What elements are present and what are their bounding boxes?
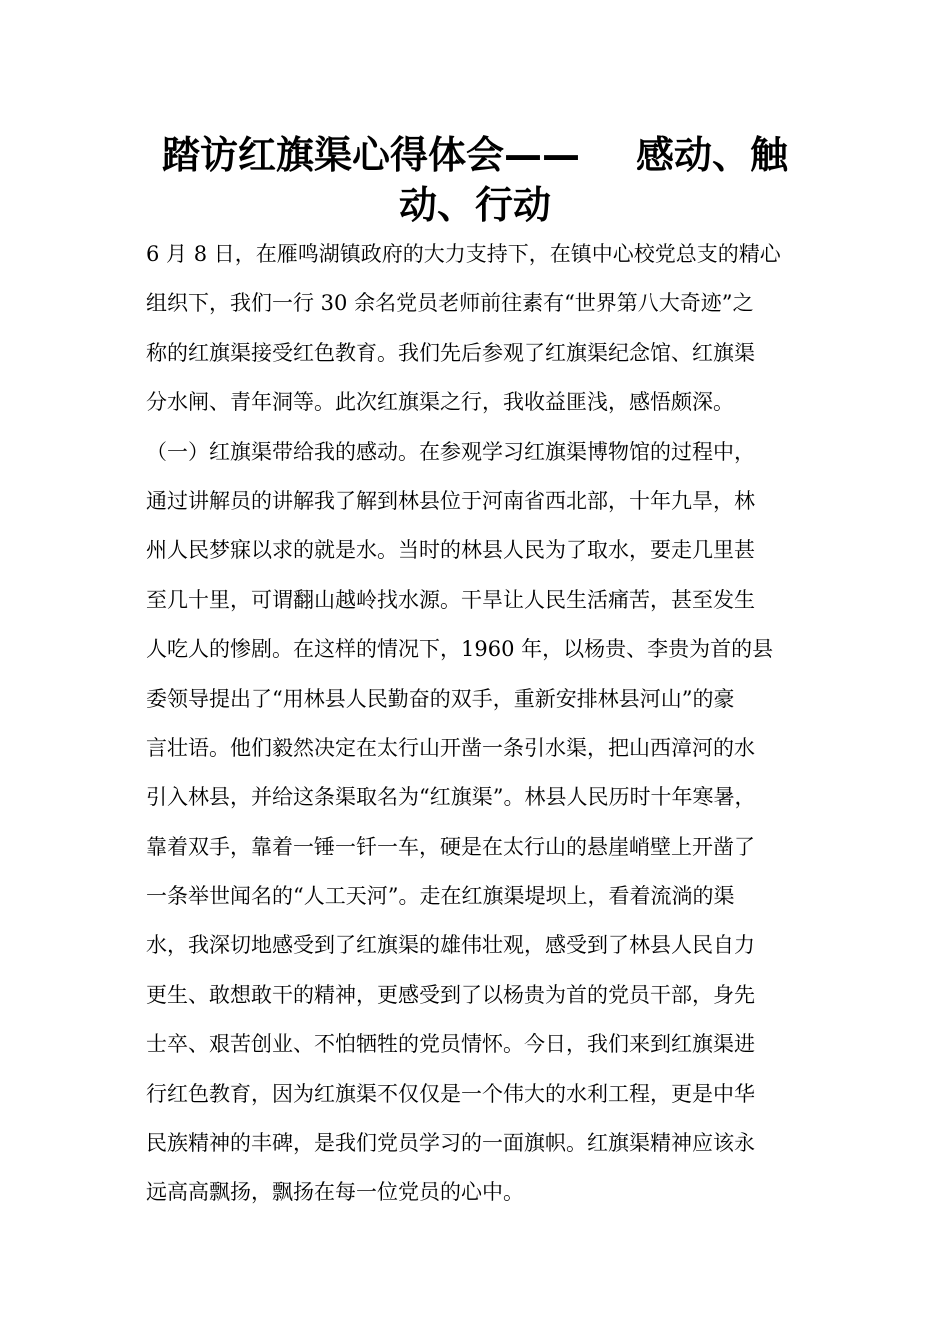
body-line: 分水闸、青年洞等。此次红旗渠之行，我收益匪浅，感悟颇深。 (146, 390, 734, 415)
body-line: 6 月 8 日，在雁鸣湖镇政府的大力支持下，在镇中心校党总支的精心 (146, 242, 781, 266)
body-text (146, 230, 826, 1218)
body-line: 至几十里，可谓翻山越岭找水源。干旱让人民生活痛苦，甚至发生 (146, 587, 755, 612)
body-line: 士卒、艰苦创业、不怕牺牲的党员情怀。今日，我们来到红旗渠进 (146, 1032, 755, 1057)
body-line: 引入林县，并给这条渠取名为“红旗渠”。林县人民历时十年寒暑， (146, 785, 756, 810)
body-line: 远高高飘扬，飘扬在每一位党员的心中。 (146, 1180, 524, 1205)
body-line: 水，我深切地感受到了红旗渠的雄伟壮观，感受到了林县人民自力 (146, 933, 755, 958)
body-line: 靠着双手，靠着一锤一钎一车，硬是在太行山的悬崖峭壁上开凿了 (146, 834, 755, 859)
body-line: 人吃人的惨剧。在这样的情况下，1960 年，以杨贵、李贵为首的县 (146, 637, 774, 662)
body-line: 组织下，我们一行 30 余名党员老师前往素有“世界第八大奇迹”之 (146, 291, 754, 316)
title-part-1: 踏访红旗渠心得体会—— (161, 133, 580, 177)
document-title-line-2: 动、行动 (398, 183, 551, 227)
document-title-line-1 (140, 130, 810, 180)
body-line: 更生、敢想敢干的精神，更感受到了以杨贵为首的党员干部，身先 (146, 982, 755, 1007)
body-line: 一条举世闻名的“人工天河”。走在红旗渠堤坝上，看着流淌的渠 (146, 884, 735, 909)
body-line: 州人民梦寐以求的就是水。当时的林县人民为了取水，要走几里甚 (146, 538, 755, 563)
body-line: 言壮语。他们毅然决定在太行山开凿一条引水渠，把山西漳河的水 (146, 735, 755, 760)
title-part-2: 感动、触 (636, 133, 789, 177)
body-line: 民族精神的丰碑，是我们党员学习的一面旗帜。红旗渠精神应该永 (146, 1131, 755, 1156)
body-line: 行红色教育，因为红旗渠不仅仅是一个伟大的水利工程，更是中华 (146, 1081, 755, 1106)
body-line: 通过讲解员的讲解我了解到林县位于河南省西北部，十年九旱，林 (146, 488, 755, 513)
body-line: （一）红旗渠带给我的感动。在参观学习红旗渠博物馆的过程中， (146, 439, 755, 464)
body-line: 称的红旗渠接受红色教育。我们先后参观了红旗渠纪念馆、红旗渠 (146, 340, 755, 365)
body-line: 委领导提出了“用林县人民勤奋的双手，重新安排林县河山”的豪 (146, 686, 735, 711)
